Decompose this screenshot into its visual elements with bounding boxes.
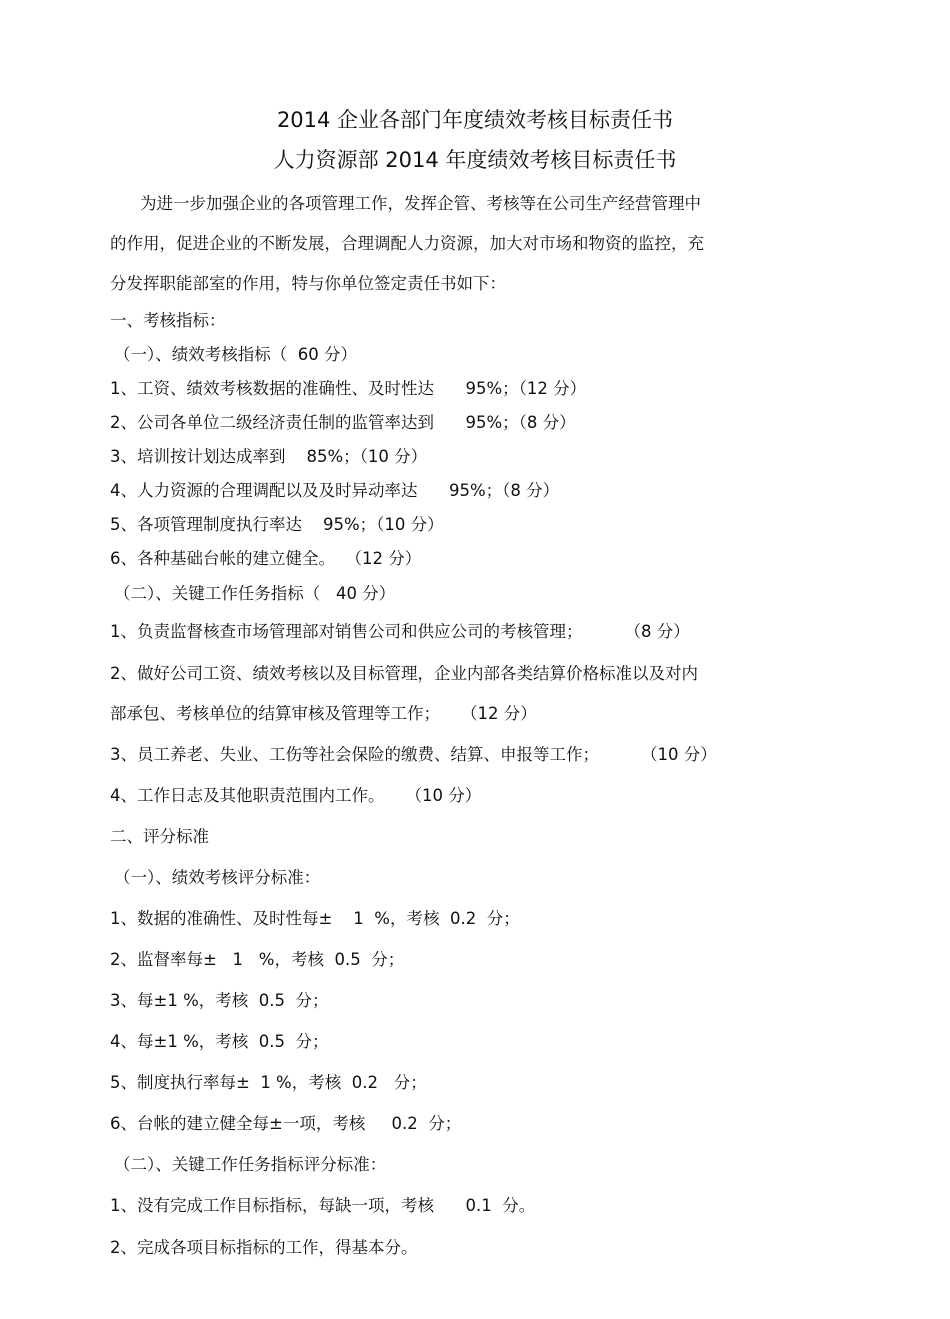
task-item-1: 1、负责监督核查市场管理部对销售公司和供应公司的考核管理； （8 分） xyxy=(110,622,690,641)
section2-part1-heading: （一）、绩效考核评分标准： xyxy=(114,868,321,887)
intro-line-3: 分发挥职能部室的作用，特与你单位签定责任书如下： xyxy=(110,274,506,293)
indicator-item-2: 2、公司各单位二级经济责任制的监管率达到 95%；（8 分） xyxy=(110,413,576,432)
task-item-4: 4、工作日志及其他职责范围内工作。 （10 分） xyxy=(110,786,482,805)
score-item-1: 1、数据的准确性、及时性每± 1 %，考核 0.2 分； xyxy=(110,909,520,928)
score-item-3: 3、每±1 %，考核 0.5 分； xyxy=(110,991,329,1010)
task-score-item-1: 1、没有完成工作目标指标，每缺一项，考核 0.1 分。 xyxy=(110,1196,536,1215)
indicator-item-1: 1、工资、绩效考核数据的准确性、及时性达 95%；（12 分） xyxy=(110,379,587,398)
indicator-item-3: 3、培训按计划达成率到 85%；（10 分） xyxy=(110,447,428,466)
indicator-item-6: 6、各种基础台帐的建立健全。 （12 分） xyxy=(110,549,422,568)
document-subtitle: 人力资源部 2014 年度绩效考核目标责任书 xyxy=(273,148,677,172)
section1-part1-heading: （一）、绩效考核指标（ 60 分） xyxy=(114,345,357,364)
intro-line-2: 的作用，促进企业的不断发展，合理调配人力资源，加大对市场和物资的监控，充 xyxy=(110,234,704,253)
score-item-2: 2、监督率每± 1 %，考核 0.5 分； xyxy=(110,950,405,969)
indicator-item-5: 5、各项管理制度执行率达 95%；（10 分） xyxy=(110,515,444,534)
section2-part2-heading: （二）、关键工作任务指标评分标准： xyxy=(114,1155,387,1174)
section2-heading: 二、评分标准 xyxy=(110,827,209,846)
document-title: 2014 企业各部门年度绩效考核目标责任书 xyxy=(276,108,674,132)
section1-part2-heading: （二）、关键工作任务指标（ 40 分） xyxy=(114,584,396,603)
section1-heading: 一、考核指标： xyxy=(110,311,226,330)
task-item-2-cont: 部承包、考核单位的结算审核及管理等工作； （12 分） xyxy=(110,704,537,723)
score-item-5: 5、制度执行率每± 1 %，考核 0.2 分； xyxy=(110,1073,427,1092)
intro-line-1: 为进一步加强企业的各项管理工作，发挥企管、考核等在公司生产经营管理中 xyxy=(140,194,701,213)
indicator-item-4: 4、人力资源的合理调配以及及时异动率达 95%；（8 分） xyxy=(110,481,560,500)
task-score-item-2: 2、完成各项目标指标的工作，得基本分。 xyxy=(110,1238,418,1257)
task-item-2: 2、做好公司工资、绩效考核以及目标管理，企业内部各类结算价格标准以及对内 xyxy=(110,664,698,683)
score-item-6: 6、台帐的建立健全每±一项，考核 0.2 分； xyxy=(110,1114,462,1133)
task-item-3: 3、员工养老、失业、工伤等社会保险的缴费、结算、申报等工作； （10 分） xyxy=(110,745,717,764)
score-item-4: 4、每±1 %，考核 0.5 分； xyxy=(110,1032,329,1051)
